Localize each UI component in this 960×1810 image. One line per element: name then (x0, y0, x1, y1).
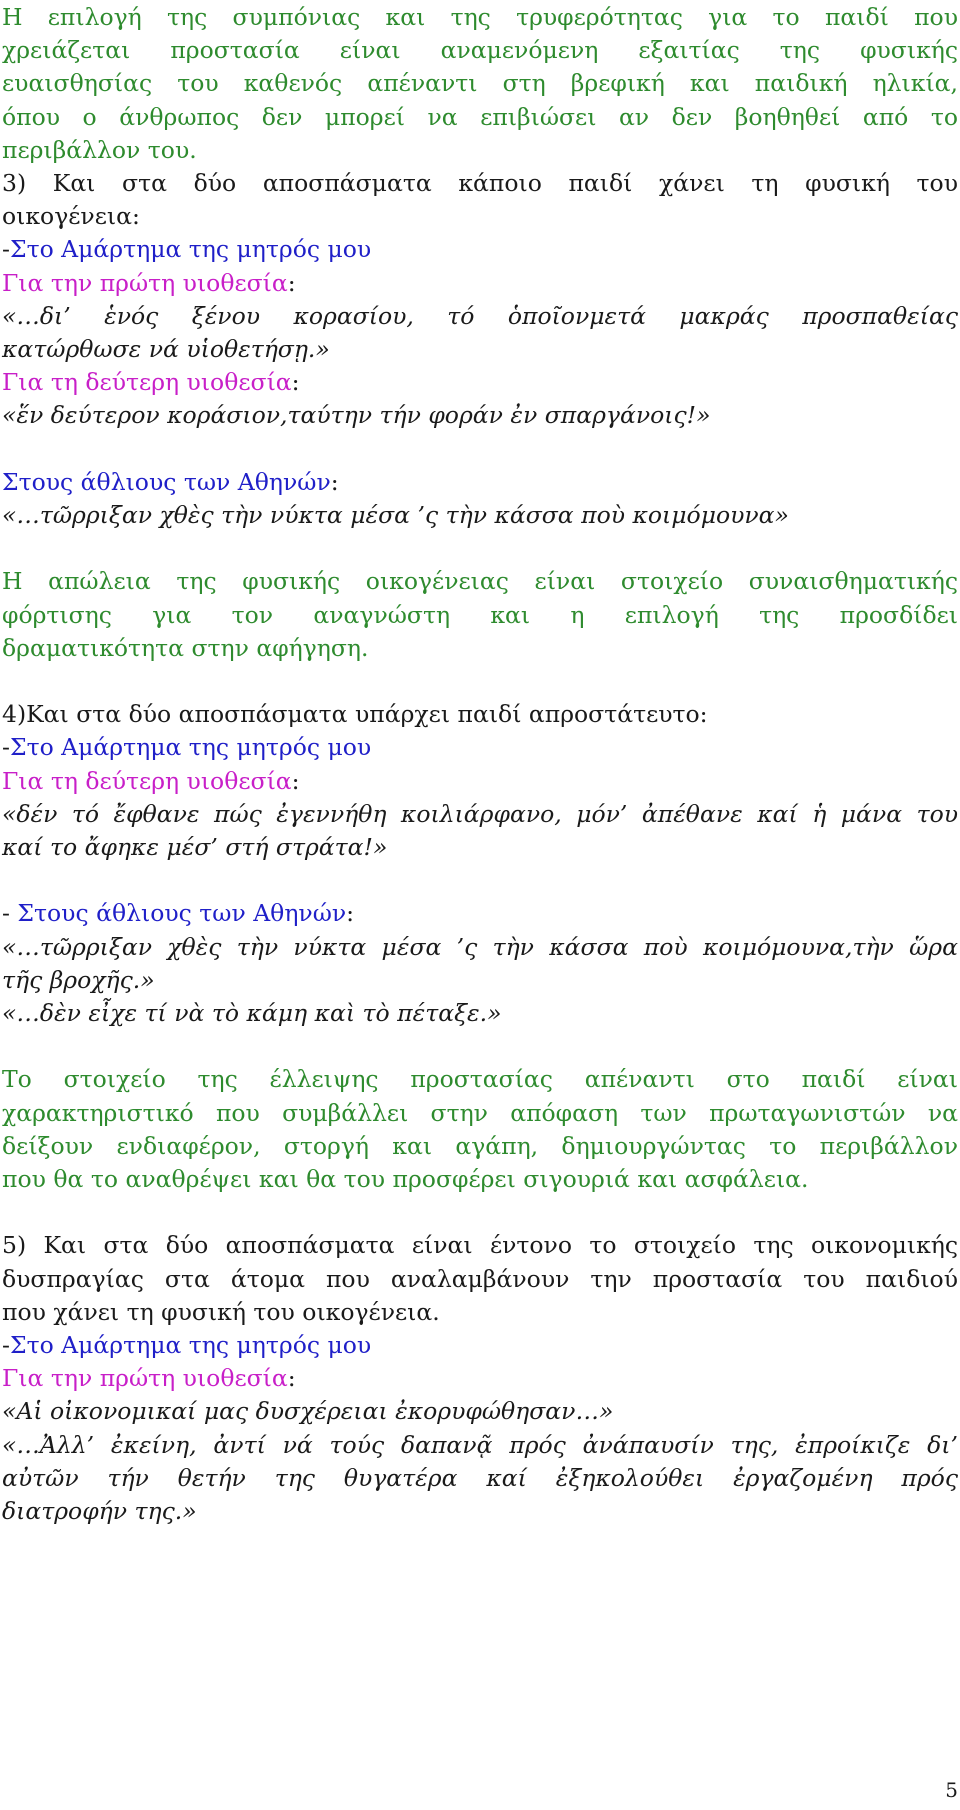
text-segment: Το στοιχείο της έλλειψης προστασίας απέναντι στο παιδί είναι (2, 1065, 958, 1094)
text-segment: καί το ἄφηκε μέσ’ στή στράτα!» (2, 833, 388, 861)
text-segment: Για την πρώτη υιοθεσία (2, 268, 288, 297)
text-segment: Στους άθλιους των Αθηνών (17, 899, 347, 928)
page-number: 5 (945, 1778, 958, 1802)
text-segment: Στο Αμάρτημα της μητρός μου (9, 235, 372, 264)
text-segment: : (330, 467, 339, 496)
text-segment: αὐτῶν τήν θετήν της θυγατέρα καί ἐξηκολούθει ἐργαζομένη πρός (2, 1463, 958, 1492)
text-segment: - (2, 235, 10, 264)
text-segment: «…δὲν εἶχε τί νὰ τὸ κάμη καὶ τὸ πέταξε.» (2, 999, 502, 1027)
text-segment: δραματικότητα στην αφήγηση. (2, 633, 369, 662)
text-segment: όπου ο άνθρωπος δεν μπορεί να επιβιώσει αν δεν βοηθηθεί από το (2, 102, 958, 131)
text-segment: : (291, 766, 300, 795)
text-segment: Στο Αμάρτημα της μητρός μου (9, 733, 372, 762)
text-segment: «Αἱ οἰκονομικαί μας δυσχέρειαι ἐκορυφώθησαν…» (2, 1397, 614, 1426)
text-segment: 5) Και στα δύο αποσπάσματα είναι έντονο το στοιχείο της οικονομικής (2, 1231, 958, 1260)
text-segment: περιβάλλον του. (2, 135, 197, 164)
text-segment: Στο Αμάρτημα της μητρός μου (9, 1331, 372, 1359)
text-segment: «…τῶρριξαν χθὲς τὴν νύκτα μέσα ’ς τὴν κάσσα ποὺ κοιμόμουνα» (2, 501, 789, 529)
text-line (2, 1492, 958, 1530)
text-segment: Η απώλεια της φυσικής οικογένειας είναι στοιχείο συναισθηματικής (2, 567, 958, 596)
text-segment: - (2, 1331, 10, 1359)
text-segment: Η επιλογή της συμπόνιας και της τρυφερότητας για το παιδί που (2, 3, 958, 31)
text-segment: «…Ἀλλ’ ἐκείνη, ἀντί νά τούς δαπανᾷ πρός ἀνάπαυσίν της, ἐπροίκιζε δι’ (2, 1430, 958, 1459)
text-segment: : (291, 368, 300, 397)
text-segment: «…δι’ ἑνός ξένου κορασίου, τό ὁποῖονμετά μακράς προσπαθείας (2, 301, 958, 330)
text-segment: Για τη δεύτερη υιοθεσία (2, 766, 292, 795)
text-segment: «…τῶρριξαν χθὲς τὴν νύκτα μέσα ’ς τὴν κάσσα ποὺ κοιμόμουνα,τὴν ὥρα (2, 932, 958, 961)
text-segment: φόρτισης για τον αναγνώστη και η επιλογή της προσδίδει (2, 600, 958, 629)
text-segment: Στους άθλιους των Αθηνών (2, 467, 331, 496)
text-segment: χαρακτηριστικό που συμβάλλει στην απόφαση των πρωταγωνιστών να (2, 1098, 958, 1127)
text-segment: που θα το αναθρέψει και θα του προσφέρει σιγουριά και ασφάλεια. (2, 1165, 809, 1193)
text-segment: διατροφήν της.» (2, 1497, 197, 1525)
text-segment: 4)Και στα δύο αποσπάσματα υπάρχει παιδί απροστάτευτο: (2, 700, 708, 729)
text-segment: - (2, 733, 10, 762)
text-segment: οικογένεια: (2, 202, 140, 231)
text-segment: χρειάζεται προστασία είναι αναμενόμενη εξαιτίας της φυσικής (2, 36, 958, 65)
text-segment: που χάνει τη φυσική του οικογένεια. (2, 1297, 440, 1326)
text-segment: Για την πρώτη υιοθεσία (2, 1364, 288, 1393)
text-segment: «ἕν δεύτερον κοράσιον,ταύτην τήν φοράν ἐν σπαργάνοις!» (2, 401, 711, 430)
text-segment: : (346, 899, 355, 928)
text-segment: - (2, 899, 18, 928)
text-segment: : (287, 1364, 296, 1393)
text-segment: δείξουν ενδιαφέρον, στοργή και αγάπη, δημιουργώντας το περιβάλλον (2, 1131, 958, 1160)
text-segment: τῆς βροχῆς.» (2, 965, 155, 994)
text-segment: : (287, 268, 296, 297)
text-segment: Για τη δεύτερη υιοθεσία (2, 368, 292, 397)
text-segment: δυσπραγίας στα άτομα που αναλαμβάνουν την προστασία του παιδιού (2, 1264, 958, 1293)
text-segment: κατώρθωσε νά υἱοθετήσῃ.» (2, 335, 330, 363)
text-segment: 3) Και στα δύο αποσπάσματα κάποιο παιδί χάνει τη φυσική του (2, 169, 958, 197)
text-segment: «δέν τό ἔφθανε πώς ἐγεννήθη κοιλιάρφανο, μόν’ ἀπέθανε καί ἡ μάνα του (2, 799, 958, 828)
text-segment: ευαισθησίας του καθενός απέναντι στη βρεφική και παιδική ηλικία, (2, 69, 958, 98)
